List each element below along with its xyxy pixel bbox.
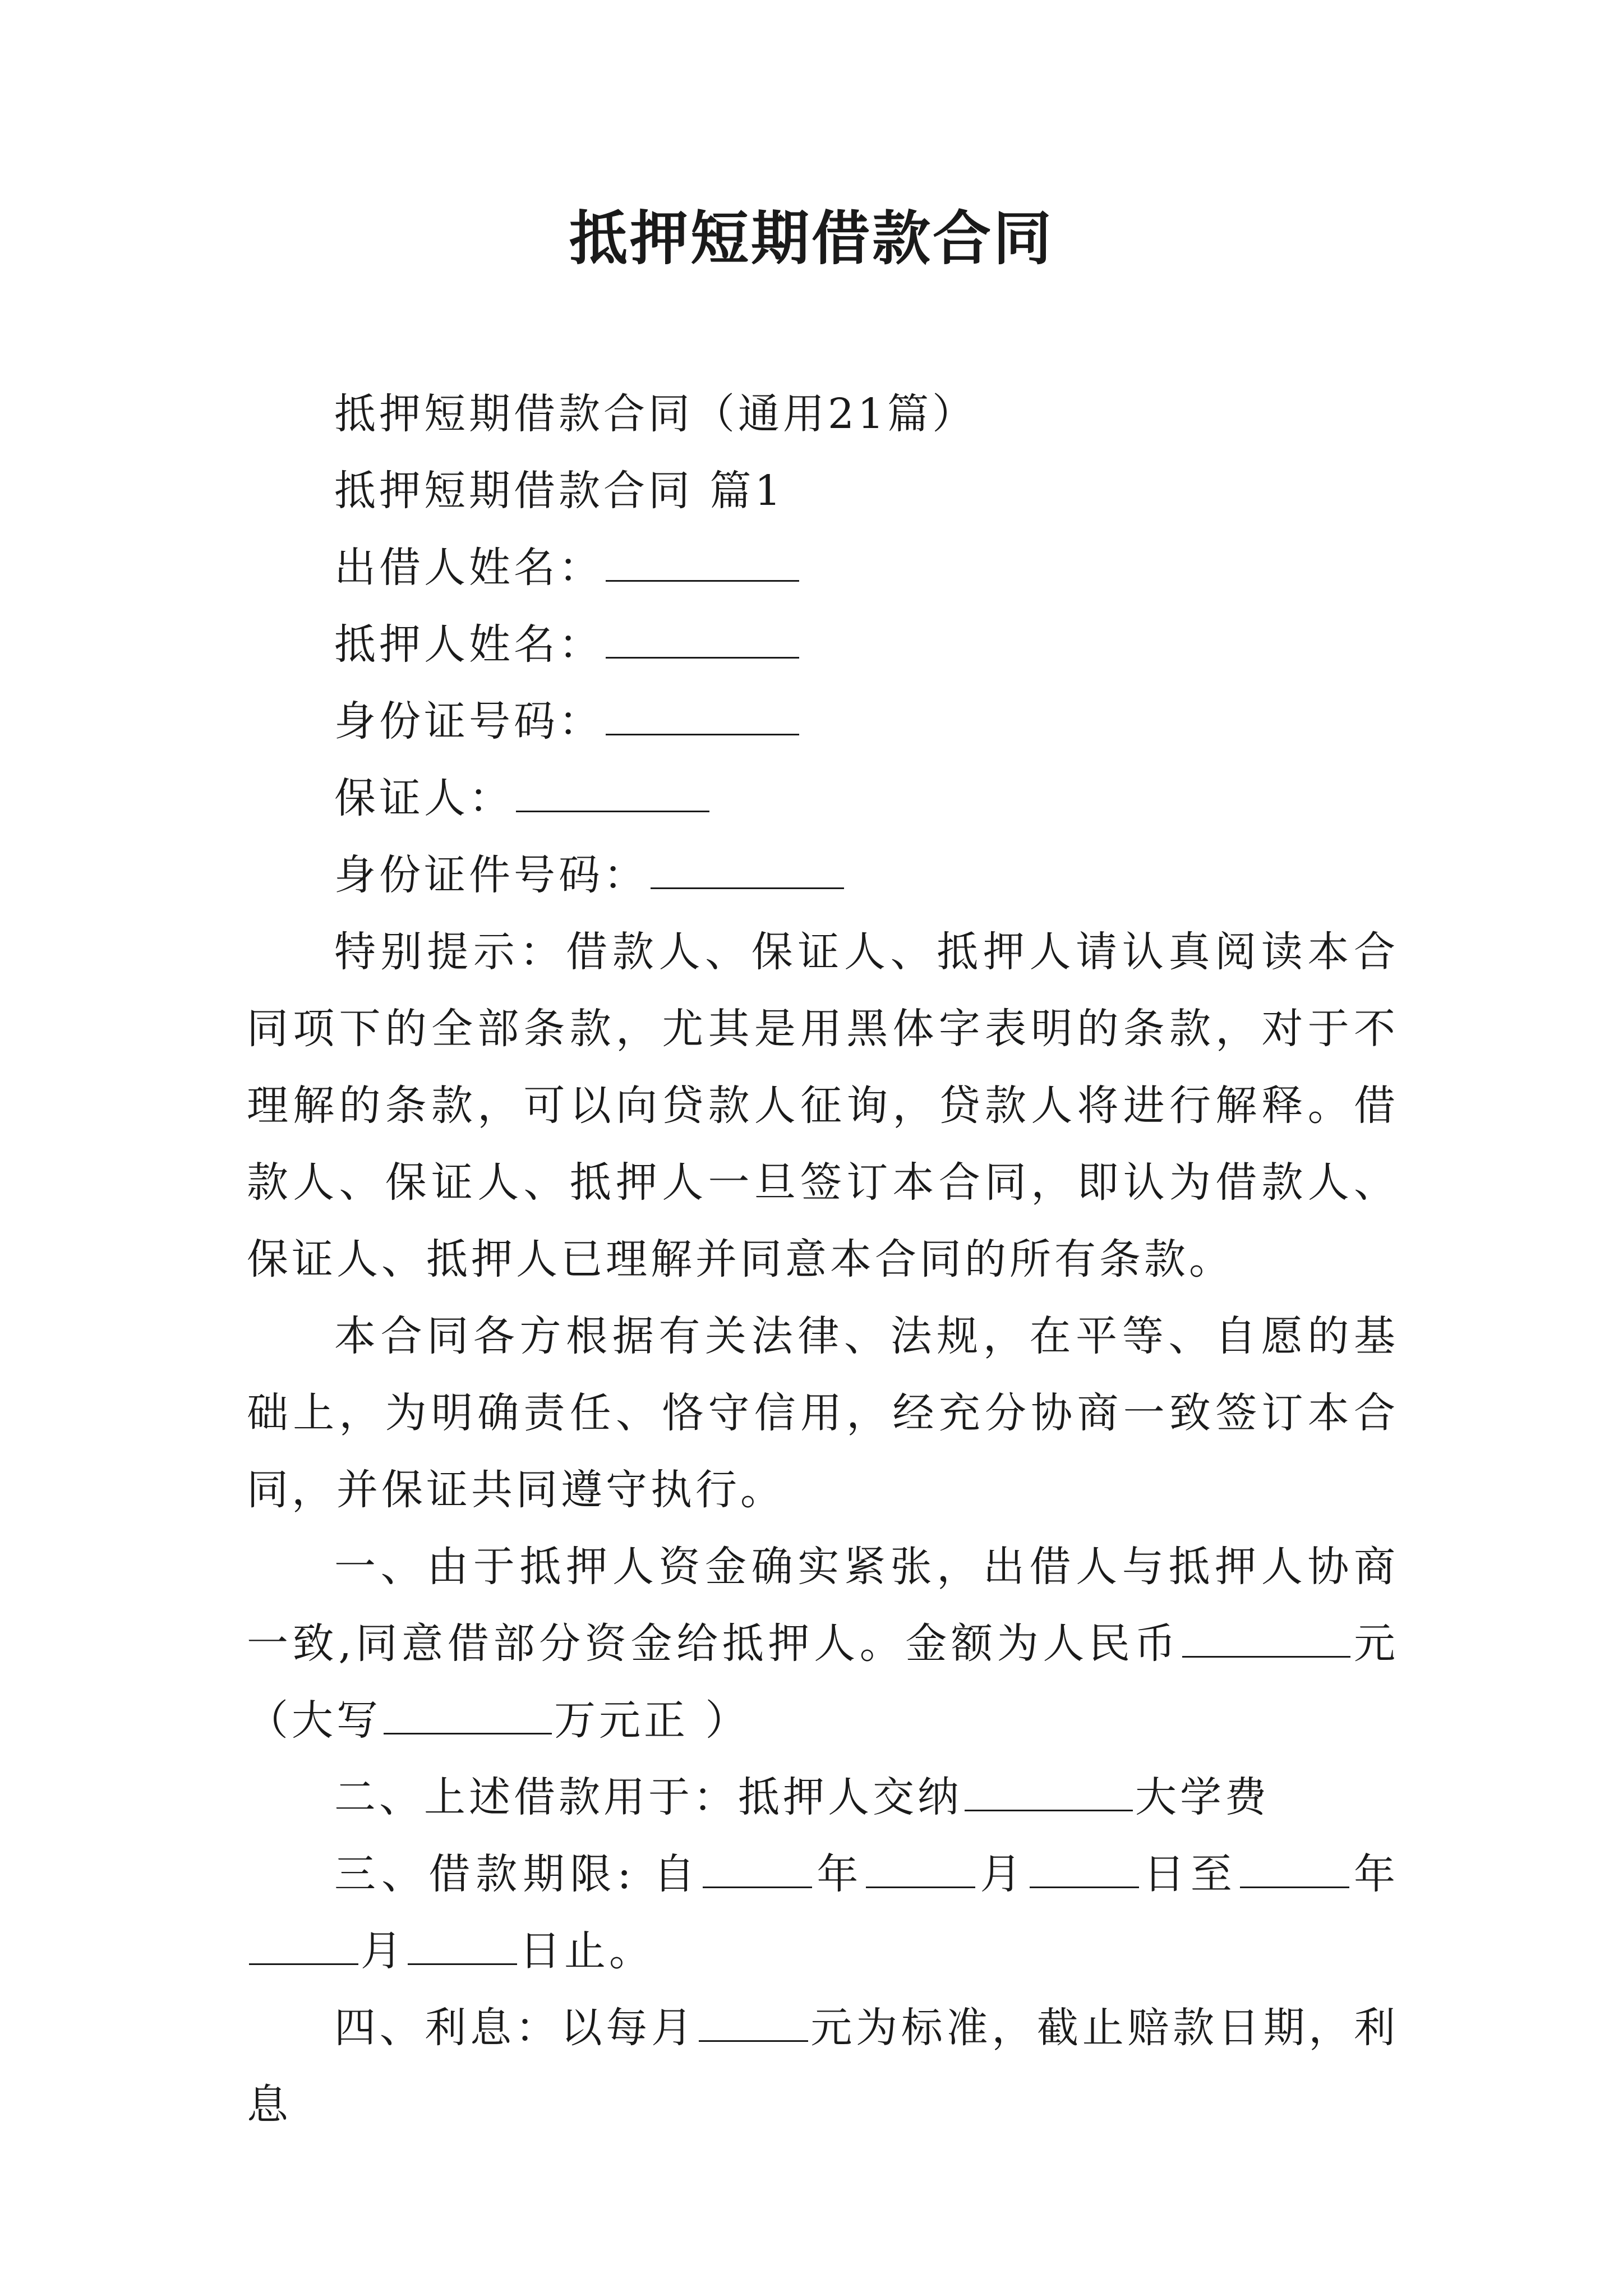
end-year-blank xyxy=(1240,1847,1349,1888)
end-day-blank xyxy=(408,1924,517,1965)
id-number-field: 身份证号码： xyxy=(247,683,1399,760)
amount-capital-blank xyxy=(384,1694,552,1734)
document-body xyxy=(247,376,1399,2143)
clause-3: 三、借款期限: 自 年 月 日至 年月 日止。 xyxy=(247,1836,1399,1990)
purpose-blank xyxy=(965,1770,1133,1811)
start-year-blank xyxy=(703,1847,812,1888)
id-number-blank xyxy=(606,694,799,735)
clause-1: 一、由于抵押人资金确实紧张，出借人与抵押人协商一致,同意借部分资金给抵押人。金额为人民币 元（大写 万元正 ） xyxy=(247,1543,1399,1745)
amount-blank xyxy=(1182,1617,1350,1658)
lender-name-field: 出借人姓名： xyxy=(247,530,1399,606)
document-title: 抵押短期借款合同 xyxy=(569,204,1054,273)
start-day-blank xyxy=(1030,1847,1139,1888)
start-month-blank xyxy=(866,1847,975,1888)
preamble: 本合同各方根据有关法律、法规，在平等、自愿的基础上，为明确责任、恪守信用，经充分协商一致签订本合同，并保证共同遵守执行。 xyxy=(247,1312,1399,1514)
lender-name-blank xyxy=(606,541,799,582)
id-doc-number-field: 身份证件号码： xyxy=(247,837,1399,914)
subtitle: 抵押短期借款合同（通用21篇） xyxy=(334,390,978,438)
pledger-name-field: 抵押人姓名： xyxy=(247,606,1399,683)
clause-4: 四、利息：以每月 元为标准，截止赔款日期，利息 xyxy=(247,1990,1399,2143)
section-heading: 抵押短期借款合同 篇1 xyxy=(334,467,785,515)
interest-blank xyxy=(699,2001,808,2042)
guarantor-field: 保证人： xyxy=(247,760,1399,837)
guarantor-blank xyxy=(516,771,709,812)
pledger-name-blank xyxy=(606,618,799,659)
clause-2: 二、上述借款用于：抵押人交纳 大学费 xyxy=(247,1759,1399,1836)
end-month-blank xyxy=(249,1924,358,1965)
id-doc-number-blank xyxy=(651,848,844,889)
special-notice: 特别提示：借款人、保证人、抵押人请认真阅读本合同项下的全部条款，尤其是用黑体字表明的条款，对于不理解的条款，可以向贷款人征询，贷款人将进行解释。借款人、保证人、抵押人一旦签订本合同，即认为借款人、保证人、抵押人已理解并同意本合同的所有条款。 xyxy=(247,928,1399,1283)
